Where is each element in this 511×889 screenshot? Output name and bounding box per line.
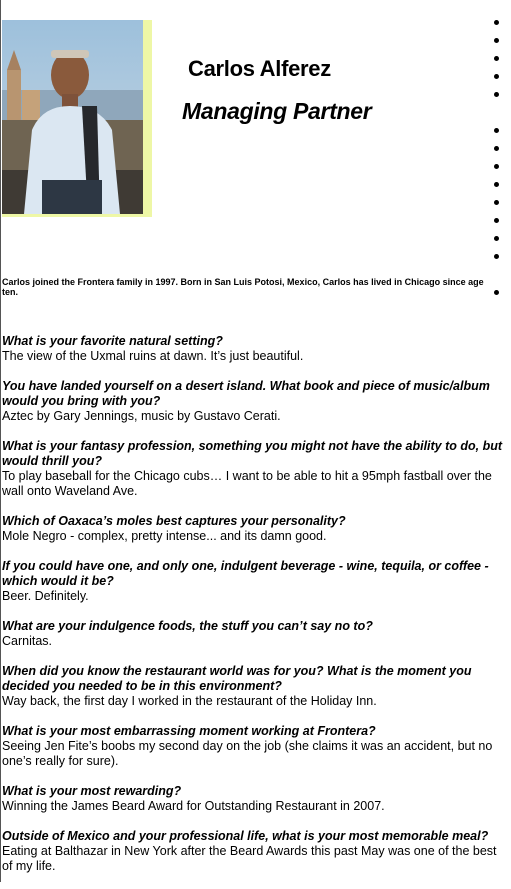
question: If you could have one, and only one, indulgent beverage - wine, tequila, or coffee - which would it be? [2, 559, 489, 588]
question: What is your most rewarding? [2, 784, 182, 798]
qa-item [2, 559, 510, 604]
bullet-item [494, 20, 499, 25]
intro-paragraph: Carlos joined the Frontera family in 1997. Born in San Luis Potosi, Mexico, Carlos has lived in Chicago since age ten. [2, 277, 484, 297]
bullet-item [494, 74, 499, 79]
bullet-item [494, 146, 499, 151]
person-name: Carlos Alferez [188, 56, 331, 81]
qa-item [2, 514, 510, 544]
question: Outside of Mexico and your professional life, what is your most memorable meal? [2, 829, 489, 843]
qa-item [2, 379, 510, 424]
left-border [0, 0, 1, 882]
bullet-item [494, 164, 499, 169]
photo-frame [2, 20, 152, 217]
answer: Seeing Jen Fite’s boobs my second day on the job (she claims it was an accident, but no one’s really for sure). [2, 739, 493, 768]
bullet-item [494, 254, 499, 259]
answer: Way back, the first day I worked in the restaurant of the Holiday Inn. [2, 694, 377, 708]
answer: Winning the James Beard Award for Outstanding Restaurant in 2007. [2, 799, 385, 813]
question: What is your fantasy profession, something you might not have the ability to do, but would thrill you? [2, 439, 503, 468]
qa-list [2, 334, 510, 889]
question: Which of Oaxaca’s moles best captures your personality? [2, 514, 346, 528]
bullet-item [494, 218, 499, 223]
qa-item [2, 334, 510, 364]
qa-item [2, 784, 510, 814]
bullet-item [494, 236, 499, 241]
bullet-item [494, 128, 499, 133]
bullet-item [494, 56, 499, 61]
question: You have landed yourself on a desert island. What book and piece of music/album would you bring with you? [2, 379, 490, 408]
question: What is your favorite natural setting? [2, 334, 223, 348]
answer: To play baseball for the Chicago cubs… I want to be able to hit a 95mph fastball over the wall onto Waveland Ave. [2, 469, 492, 498]
answer: Carnitas. [2, 634, 53, 648]
answer: The view of the Uxmal ruins at dawn. It’s just beautiful. [2, 349, 304, 363]
qa-item [2, 829, 510, 874]
bullet-item [494, 92, 499, 97]
qa-item [2, 619, 510, 649]
bullet-list [494, 0, 504, 300]
answer: Beer. Definitely. [2, 589, 89, 603]
answer: Aztec by Gary Jennings, music by Gustavo Cerati. [2, 409, 281, 423]
bullet-item [494, 290, 499, 295]
answer: Mole Negro - complex, pretty intense... and its damn good. [2, 529, 327, 543]
answer: Eating at Balthazar in New York after the Beard Awards this past May was one of the best of my life. [2, 844, 497, 873]
person-title: Managing Partner [182, 98, 372, 124]
bullet-item [494, 182, 499, 187]
question: What is your most embarrassing moment working at Frontera? [2, 724, 376, 738]
question: When did you know the restaurant world was for you? What is the moment you decided you needed to be in this environment? [2, 664, 472, 693]
qa-item [2, 724, 510, 769]
qa-item [2, 439, 510, 499]
bullet-item [494, 38, 499, 43]
profile-photo [2, 20, 143, 214]
qa-item [2, 664, 510, 709]
bullet-item [494, 200, 499, 205]
question: What are your indulgence foods, the stuff you can’t say no to? [2, 619, 373, 633]
